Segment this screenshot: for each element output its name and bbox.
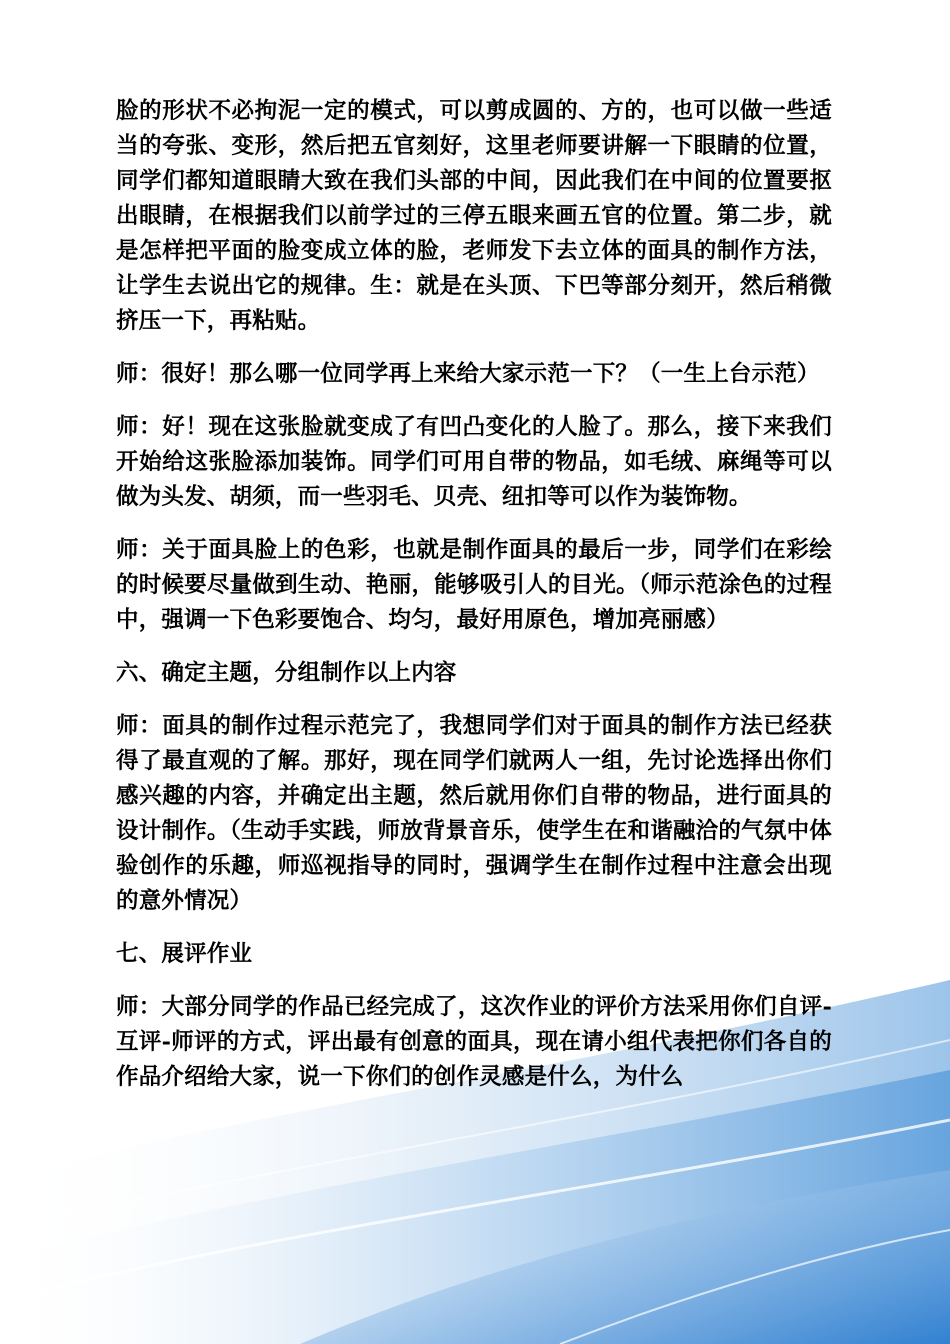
paragraph-2: 师：很好！那么哪一位同学再上来给大家示范一下？（一生上台示范）: [116, 361, 820, 387]
paragraph-6: 师：面具的制作过程示范完了，我想同学们对于面具的制作方法已经获得了最直观的了解。那好，现在同学们就两人一组，先讨论选择出你们感兴趣的内容，并确定出主题，然后就用你们自带的物品，进行面具的设计制作。（生动手实践，师放背景音乐，使学生在和谐融洽的气氛中体验创作的乐趣，师巡视指导的同时，强调学生在制作过程中注意会出现的意外情况）: [116, 713, 832, 914]
section-heading-7: 七、展评作业: [116, 941, 253, 967]
paragraph-4: 师：关于面具脸上的色彩，也就是制作面具的最后一步，同学们在彩绘的时候要尽量做到生动、艳丽，能够吸引人的目光。（师示范涂色的过程中，强调一下色彩要饱合、均匀，最好用原色，增加亮丽感）: [116, 537, 832, 633]
paragraph-1: 脸的形状不必拘泥一定的模式，可以剪成圆的、方的，也可以做一些适当的夸张、变形，然后把五官刻好，这里老师要讲解一下眼睛的位置，同学们都知道眼睛大致在我们头部的中间，因此我们在中间的位置要抠出眼睛，在根据我们以前学过的三停五眼来画五官的位置。第二步，就是怎样把平面的脸变成立体的脸，老师发下去立体的面具的制作方法，让学生去说出它的规律。生：就是在头顶、下巴等部分刻开，然后稍微挤压一下，再粘贴。: [116, 98, 832, 334]
document-body: [116, 94, 832, 1113]
paragraph-3: 师：好！现在这张脸就变成了有凹凸变化的人脸了。那么，接下来我们开始给这张脸添加装饰。同学们可用自带的物品，如毛绒、麻绳等可以做为头发、胡须，而一些羽毛、贝壳、纽扣等可以作为装饰物。: [116, 414, 832, 510]
section-heading-6: 六、确定主题，分组制作以上内容: [116, 660, 457, 686]
paragraph-8: 师：大部分同学的作品已经完成了，这次作业的评价方法采用你们自评-互评-师评的方式，评出最有创意的面具，现在请小组代表把你们各自的作品介绍给大家，说一下你们的创作灵感是什么，为什么: [116, 994, 832, 1090]
